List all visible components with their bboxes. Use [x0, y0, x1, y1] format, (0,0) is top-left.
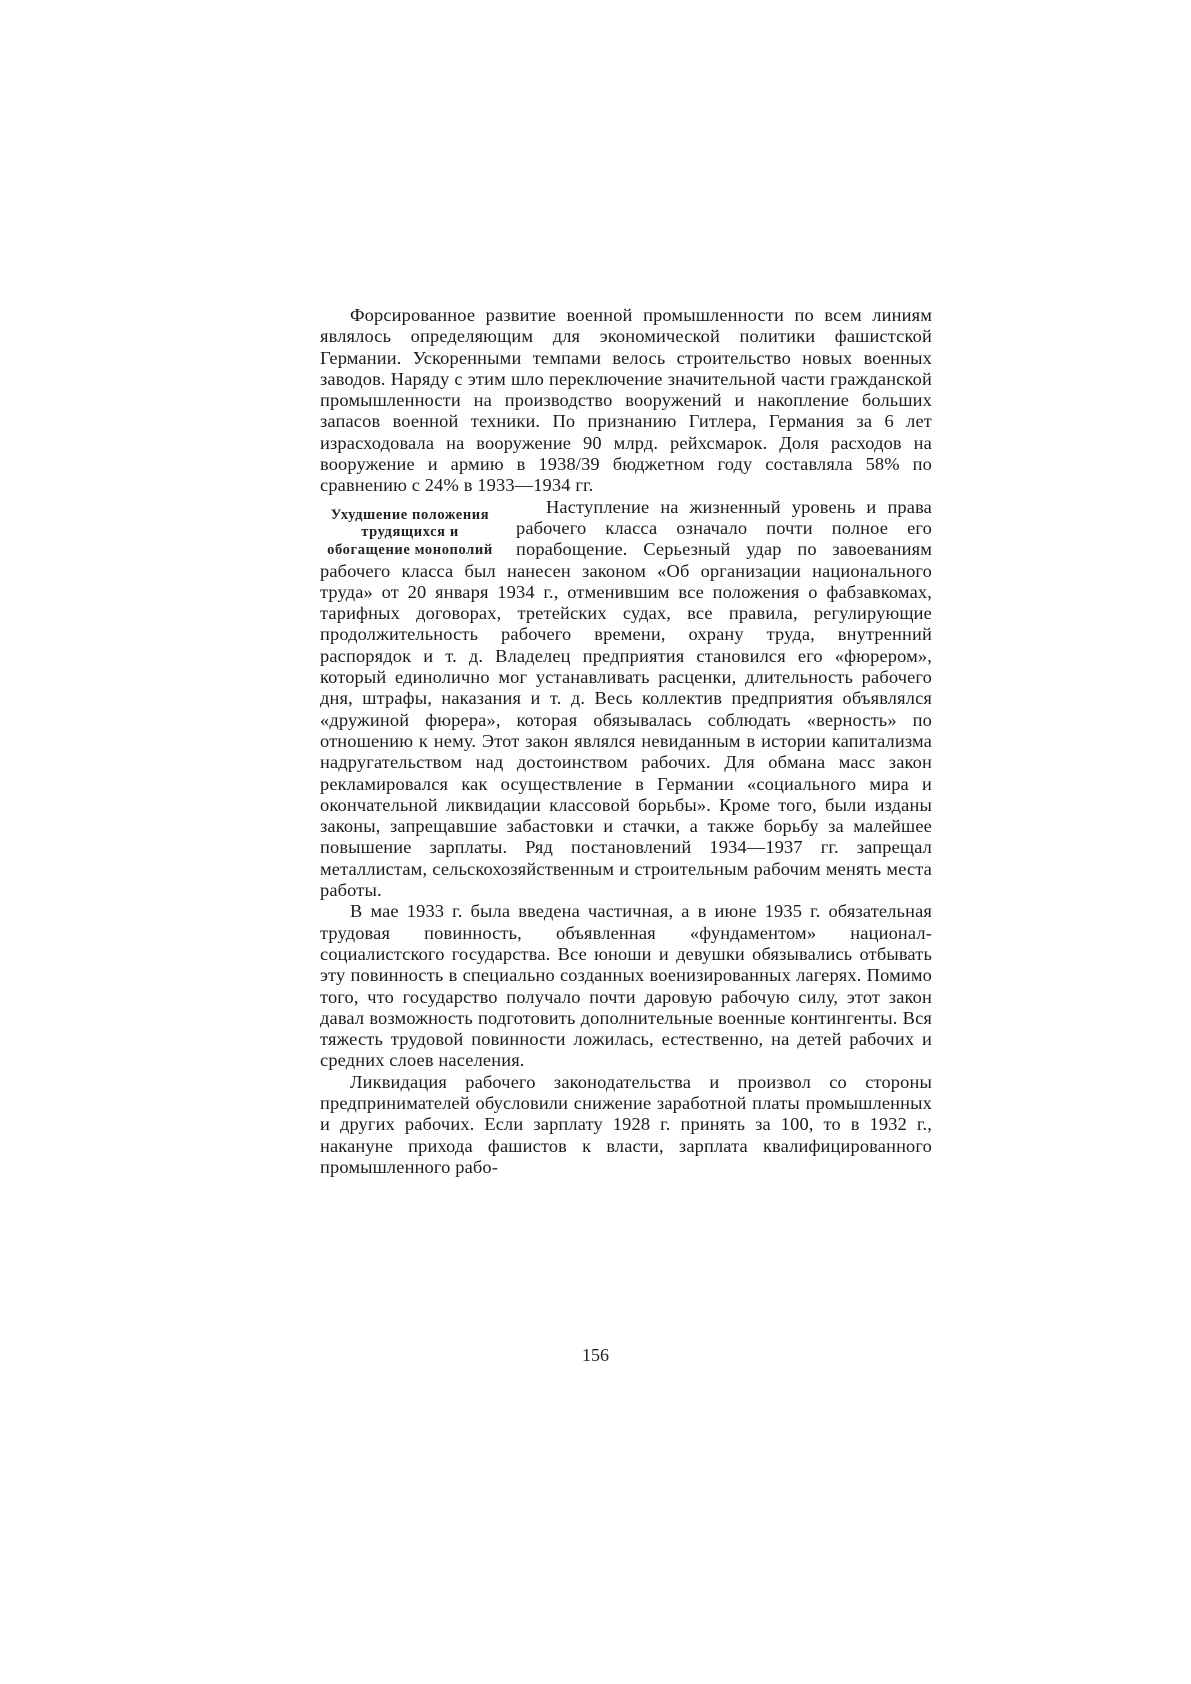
- body-text: [320, 305, 932, 1178]
- paragraph-4: Ликвидация рабочего законодательства и произвол со стороны предпринимателей обусловили снижение заработной платы промышленных и других рабочих. Если зарплату 1928 г. принять за 100, то в 1932 г., накануне прихода фашистов к власти, зарплата квалифицированного промышленного рабо-: [320, 1071, 932, 1177]
- paragraph-2: Наступление на жизненный уровень и права рабочего класса означало почти полное его порабощение. Серьезный удар по завоеваниям рабочего класса был нанесен законом «Об организации национального труда» от 20 января 1934 г., отменившим все положения о фабзавкомах, тарифных договорах, третейских судах, все правила, регулирующие продолжительность рабочего времени, охрану труда, внутренний распорядок и т. д. Владелец предприятия становился его «фюрером», который единолично мог устанавливать расценки, длительность рабочего дня, штрафы, наказания и т. д. Весь коллектив предприятия объявлялся «дружиной фюрера», которая обязывалась соблюдать «верность» по отношению к нему. Этот закон являлся невиданным в истории капитализма надругательством над достоинством рабочих. Для обмана масс закон рекламировался как осуществление в Германии «социального мира и окончательной ликвидации классовой борьбы». Кроме того, были изданы законы, запрещавшие забастовки и стачки, а также борьбу за малейшее повышение зарплаты. Ряд постановлений 1934—1937 гг. запрещал металлистам, сельскохозяйственным и строительным рабочим менять места работы.: [320, 496, 932, 901]
- marginal-heading: Ухудшение положения трудящихся и обогащение монополий: [327, 506, 493, 558]
- page-number: 156: [582, 1345, 609, 1365]
- paragraph-3: В мае 1933 г. была введена частичная, а в июне 1935 г. обязательная трудовая повинность, объявленная «фундаментом» национал-социалистского государства. Все юноши и девушки обязывались отбывать эту повинность в специально созданных военизированных лагерях. Помимо того, что государство получало почти даровую рабочую силу, этот закон давал возможность подготовить дополнительные военные контингенты. Вся тяжесть трудовой повинности ложилась, естественно, на детей рабочих и средних слоев населения.: [320, 901, 932, 1071]
- paragraph-1: Форсированное развитие военной промышленности по всем линиям являлось определяющим для экономической политики фашистской Германии. Ускоренными темпами велось строительство новых военных заводов. Наряду с этим шло переключение значительной части гражданской промышленности на производство вооружений и накопление больших запасов военной техники. По признанию Гитлера, Германия за 6 лет израсходовала на вооружение 90 млрд. рейхсмарок. Доля расходов на вооружение и армию в 1938/39 бюджетном году составляла 58% по сравнению с 24% в 1933—1934 гг.: [320, 305, 932, 496]
- section-ukhudshenie: [320, 497, 932, 902]
